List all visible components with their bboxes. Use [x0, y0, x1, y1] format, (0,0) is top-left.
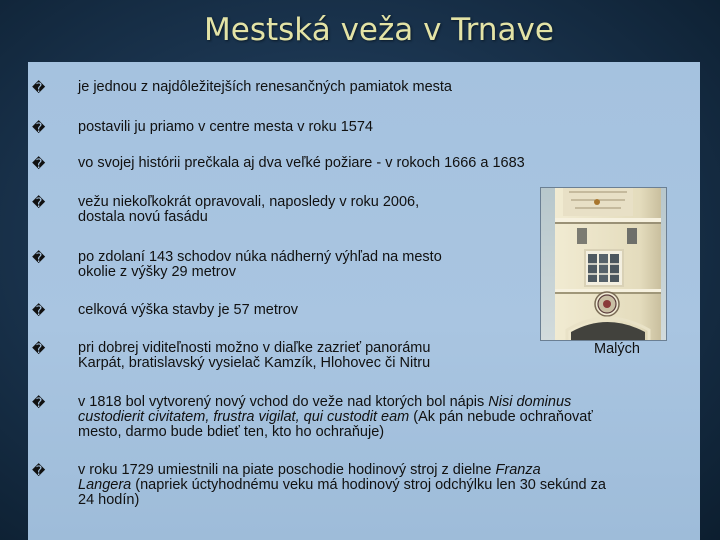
list-item-line: vežu niekoľkokrát opravovali, naposledy v roku 2006,	[78, 194, 420, 210]
bullet-icon: �	[32, 121, 46, 136]
list-item: je jednou z najdôležitejších renesančných pamiatok mesta	[78, 79, 452, 95]
list-item	[78, 250, 442, 280]
list-item	[78, 195, 419, 225]
bullet-icon: �	[32, 157, 46, 172]
list-item-aside: Malých	[594, 341, 640, 357]
list-item-latin: Nisi dominus	[488, 394, 572, 410]
list-item-latin: custodierit civitatem, frustra vigilat, qui custodit eam	[78, 409, 410, 425]
list-item	[78, 463, 606, 508]
list-item-line: 24 hodín)	[78, 492, 140, 508]
list-item-text: v roku 1729 umiestnili na piate poschodie hodinový stroj z dielne	[78, 462, 496, 478]
bullet-icon: �	[32, 251, 46, 266]
slide-title: Mestská veža v Trnave	[204, 12, 554, 48]
tower-image	[541, 188, 666, 340]
bullet-icon: �	[32, 304, 46, 319]
tower-photo	[540, 187, 667, 341]
list-item: vo svojej histórii prečkala aj dva veľké požiare - v rokoch 1666 a 1683	[78, 155, 525, 171]
list-item	[78, 395, 593, 440]
bullet-icon: �	[32, 464, 46, 479]
list-item-text: (Ak pán nebude ochraňovať	[409, 409, 593, 425]
list-item-text: v 1818 bol vytvorený nový vchod do veže nad ktorých bol nápis	[78, 394, 489, 410]
list-item	[78, 341, 430, 371]
list-item-line: mesto, darmo bude bdieť ten, kto ho ochraňuje)	[78, 424, 385, 440]
list-item-line: dostala novú fasádu	[78, 209, 208, 225]
list-item-line: okolie z výšky 29 metrov	[78, 264, 236, 280]
list-item-name: Langera	[78, 477, 132, 493]
bullet-icon: �	[32, 196, 46, 211]
list-item: celková výška stavby je 57 metrov	[78, 302, 299, 318]
bullet-icon: �	[32, 342, 46, 357]
list-item-name: Franza	[495, 462, 541, 478]
list-item-text: (napriek úctyhodnému veku má hodinový stroj odchýlku len 30 sekúnd za	[131, 477, 606, 493]
list-item-line: po zdolaní 143 schodov núka nádherný výhľad na mesto	[78, 249, 442, 265]
bullet-icon: �	[32, 81, 46, 96]
bullet-icon: �	[32, 396, 46, 411]
list-item-line: Karpát, bratislavský vysielač Kamzík, Hlohovec či Nitru	[78, 355, 431, 371]
list-item: postavili ju priamo v centre mesta v roku 1574	[78, 119, 373, 135]
list-item-line: pri dobrej viditeľnosti možno v diaľke zazrieť panorámu	[78, 340, 431, 356]
